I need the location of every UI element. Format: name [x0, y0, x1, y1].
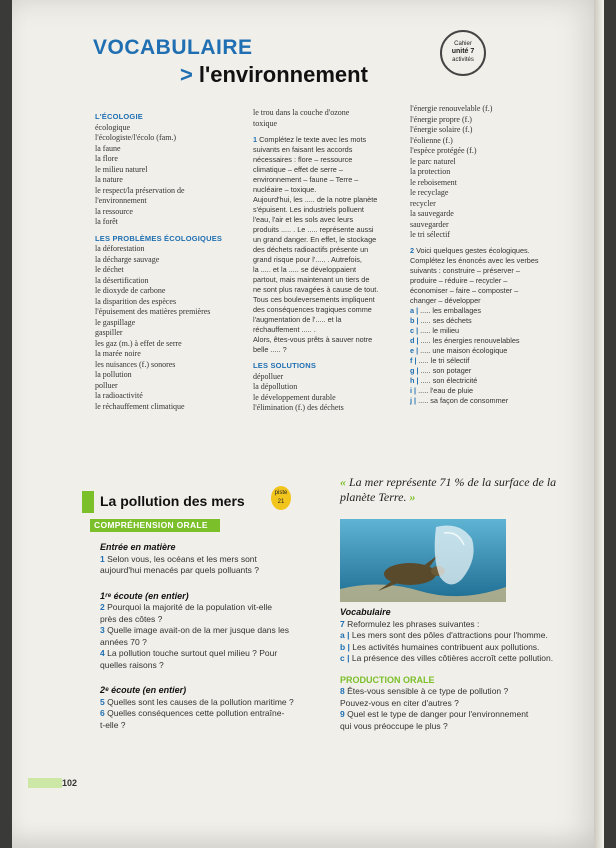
vocabulary-exercise [340, 607, 590, 732]
text-line: réchauffement ..... . [253, 325, 316, 334]
q3-text [100, 625, 289, 647]
section-solutions-list [253, 372, 401, 414]
text-line: environnement – faune – Terre – [253, 175, 359, 184]
text-line: Complétez le texte avec les mots [259, 135, 367, 144]
badge-label: piste [274, 490, 288, 496]
q7-item [340, 630, 590, 642]
text-line: la ..... et la ..... se développaient [253, 265, 357, 274]
exercise-2-item [410, 376, 560, 386]
question-4 [100, 648, 335, 671]
item-text: ..... les emballages [420, 305, 481, 315]
vocab-word: la flore [95, 154, 118, 163]
item-text: ..... les énergies renouvelables [420, 335, 520, 345]
vocab-word: écologique [95, 122, 131, 132]
q6-number: 6 [100, 708, 105, 718]
text-line: années 70 ? [100, 636, 147, 647]
vocab-word: l'écologiste/l'écolo (fam.) [95, 133, 177, 142]
cahier-stamp [440, 30, 486, 76]
vocab-word: la radioactivité [95, 391, 143, 400]
text-line: aujourd'hui menacés par quels polluants ? [100, 565, 259, 575]
entree-title: Entrée en matière [100, 542, 176, 552]
exercise-2-item [410, 306, 560, 316]
text-line: Complétez les énoncés avec les verbes [410, 255, 539, 265]
vocab-word: l'énergie propre (f.) [410, 114, 472, 124]
item-letter: i | [410, 385, 419, 395]
vocab-word: la disparition des espèces [95, 296, 177, 306]
vocab-word: le recyclage [410, 188, 449, 197]
exercise-1-number: 1 [253, 135, 258, 144]
q1-text [100, 554, 259, 576]
vocab-column-2 [253, 108, 401, 414]
vocab-word: la pollution [95, 370, 132, 379]
vocab-word: les gaz (m.) à effet de serre [95, 338, 182, 348]
question-6 [100, 708, 335, 731]
text-line: s'épuisent. Les industriels polluent [253, 205, 364, 214]
item-text: ..... l'eau de pluie [418, 385, 474, 395]
quote-text: La mer représente 71 % de la surface de la planète Terre. [340, 475, 557, 504]
q9-text [340, 709, 528, 731]
item-letter: f | [410, 355, 419, 365]
exercise-2-item [410, 396, 560, 406]
text-line: changer – développer [410, 295, 481, 305]
exercise-2-item [410, 316, 560, 326]
question-9 [340, 709, 590, 732]
q2-number: 2 [100, 602, 105, 612]
vocab-word: l'éolienne (f.) [410, 135, 453, 145]
vocab-word: la faune [95, 143, 121, 153]
text-line: nucléaire – toxique. [253, 185, 317, 194]
section-problemes-list [95, 244, 245, 412]
exercise-2 [410, 246, 560, 306]
text-line: ne sont plus ravagées à cause de tout. [253, 285, 379, 294]
text-line: Quelles conséquences cette pollution entraîne- [107, 708, 285, 718]
item-text: ..... le tri sélectif [418, 355, 470, 365]
audio-track-badge [271, 486, 291, 510]
text-line: un grand danger. En effet, le stockage [253, 235, 377, 244]
environment-title-text: l'environnement [198, 62, 368, 87]
q7-item [340, 653, 590, 665]
vocab-word: la désertification [95, 275, 149, 285]
q6-text [100, 708, 284, 730]
ecoute2-title: 2ᵉ écoute (en entier) [100, 685, 187, 695]
vocab-word: la déforestation [95, 244, 145, 253]
text-line: économiser – faire – composter – [410, 285, 519, 295]
text-line: grand risque pour l'..... . Autrefois, [253, 255, 362, 264]
item-letter: j | [410, 395, 419, 405]
lesson-marker [82, 491, 94, 513]
vocab-word: le développement durable [253, 392, 336, 402]
item-letter: b | [410, 315, 421, 325]
q3-number: 3 [100, 625, 105, 635]
exercise-1-text [253, 135, 378, 354]
vocab-word: polluer [95, 380, 118, 390]
exercise-2-item [410, 346, 560, 356]
text-line: La pollution touche surtout quel milieu ? Pour [107, 648, 278, 658]
section-problemes-title: LES PROBLÈMES ÉCOLOGIQUES [95, 233, 223, 243]
page-number: 102 [62, 778, 78, 788]
vocab-word: le trou dans la couche d'ozone [253, 108, 350, 117]
vocab-word: l'énergie solaire (f.) [410, 125, 473, 134]
item-text: La présence des villes côtières accroît cette pollution. [351, 653, 554, 663]
vocab-word: la marée noire [95, 349, 141, 358]
vocab-word: le respect/la préservation de [95, 185, 185, 195]
page-number-bar [28, 778, 62, 788]
text-line: Aujourd'hui, les ..... de la notre planète [253, 195, 378, 204]
text-line: Quelle image avait-on de la mer jusque dans les [107, 625, 290, 635]
item-letter: d | [410, 335, 421, 345]
lesson-questions [100, 542, 335, 731]
vocab-word: l'élimination (f.) des déchets [253, 403, 344, 412]
text-line: Voici quelques gestes écologiques. [416, 245, 530, 255]
section-ecologie-list [95, 123, 245, 228]
text-line: suivants en faisant les accords [253, 145, 353, 154]
vocabulary-title: VOCABULAIRE [93, 36, 253, 59]
text-line: Alors, êtes-vous prêts à sauver notre [253, 335, 373, 344]
q5-text: Quelles sont les causes de la pollution maritime ? [107, 696, 294, 707]
exercise-2-item [410, 366, 560, 376]
vocab-word: la décharge sauvage [95, 254, 160, 264]
sea-turtle-image [340, 519, 506, 602]
vocab-word: le dioxyde de carbone [95, 286, 166, 295]
text-line: climatique – effet de serre – [253, 165, 343, 174]
vocab-word: le milieu naturel [95, 164, 148, 174]
item-text: ..... ses déchets [420, 315, 472, 325]
text-line: Êtes-vous sensible à ce type de pollution ? [347, 686, 509, 696]
vocab-word: la nature [95, 175, 123, 184]
vocab-word: toxique [253, 118, 277, 128]
vocab-word: recycler [410, 198, 436, 208]
exercise-1 [253, 135, 401, 355]
quote-close-icon: » [409, 490, 416, 504]
question-7 [340, 619, 590, 631]
vocabulary-subtitle: Vocabulaire [340, 607, 391, 617]
item-text: ..... son potager [420, 365, 472, 375]
item-letter: h | [410, 375, 421, 385]
vocab-word: l'environnement [95, 196, 147, 205]
ecoute1-title: 1ʳᵉ écoute (en entier) [100, 590, 189, 601]
text-line: Quel est le type de danger pour l'environnement [347, 709, 529, 719]
lesson-title: La pollution des mers [100, 493, 245, 509]
text-line: suivants : construire – préserver – [410, 265, 520, 275]
q7-text: Reformulez les phrases suivantes : [347, 618, 480, 629]
exercise-2-text [410, 246, 539, 305]
item-letter: e | [410, 345, 421, 355]
stamp-top: Cahier [454, 41, 472, 47]
vocab-word: la ressource [95, 206, 133, 216]
vocab-word: gaspiller [95, 328, 123, 337]
stamp-bottom: activités [452, 57, 474, 63]
text-line: Tous ces bouleversements impliquent [253, 295, 375, 304]
text-line: nécessaires : flore – ressource [253, 155, 353, 164]
text-line: des conséquences tragiques comme [253, 305, 372, 314]
text-line: Selon vous, les océans et les mers sont [107, 553, 257, 564]
text-line: qui vous préoccupe le plus ? [340, 720, 448, 731]
item-letter: c | [340, 653, 352, 663]
question-8 [340, 686, 590, 709]
page-edge [594, 0, 604, 848]
q4-number: 4 [100, 648, 105, 658]
item-letter: a | [340, 630, 352, 640]
q9-number: 9 [340, 709, 345, 719]
exercise-2-item [410, 326, 560, 336]
stamp-mid: unité 7 [451, 48, 475, 55]
text-line: quelles raisons ? [100, 659, 164, 670]
text-line: des déchets radioactifs présente un [253, 245, 369, 254]
q1-number: 1 [100, 553, 105, 564]
text-line: près des côtes ? [100, 613, 163, 624]
sea-turtle-photo [340, 519, 506, 602]
q2-text [100, 602, 272, 624]
vocab-word: la sauvegarde [410, 209, 454, 218]
q8-text [340, 686, 508, 708]
question-5 [100, 697, 335, 709]
vocab-word: les nuisances (f.) sonores [95, 359, 176, 369]
item-letter: g | [410, 365, 421, 375]
exercise-2-item [410, 386, 560, 396]
vocab-word: l'énergie renouvelable (f.) [410, 104, 493, 113]
vocab-word: la forêt [95, 217, 118, 226]
vocab-word: le parc naturel [410, 156, 456, 166]
text-line: t-elle ? [100, 719, 126, 730]
exercise-2-items [410, 306, 560, 406]
badge-number: 21 [277, 499, 285, 505]
vocab-column-1 [95, 112, 245, 412]
vocab-word: le réchauffement climatique [95, 401, 185, 411]
exercise-2-item [410, 356, 560, 366]
arrow-icon: > [180, 62, 193, 87]
section-solutions-title: LES SOLUTIONS [253, 361, 317, 370]
item-text: Les activités humaines contribuent aux pollutions. [352, 641, 540, 652]
production-title: PRODUCTION ORALE [340, 674, 435, 685]
text-line: partout, mais maintenant un tiers de [253, 275, 370, 284]
vocab-word: sauvegarder [410, 219, 449, 229]
vocab-column-3 [410, 104, 560, 406]
item-text: ..... une maison écologique [420, 345, 508, 355]
text-line: Pouvez-vous en citer d'autres ? [340, 697, 459, 708]
vocab-word: le tri sélectif [410, 230, 450, 239]
exercise-2-number: 2 [410, 245, 415, 255]
text-line: produits ..... . Le ..... représente aussi [253, 225, 374, 234]
item-text: ..... le milieu [420, 325, 460, 335]
q5-number: 5 [100, 696, 105, 707]
item-text: ..... sa façon de consommer [418, 395, 509, 405]
column2-top-list [253, 108, 401, 129]
vocab-word: le reboisement [410, 177, 457, 187]
question-2 [100, 602, 335, 625]
item-letter: a | [410, 305, 421, 315]
vocab-word: l'espèce protégée (f.) [410, 146, 477, 155]
q8-number: 8 [340, 686, 345, 696]
item-text: ..... son électricité [420, 375, 478, 385]
quote-open-icon: « [340, 475, 346, 489]
text-line: belle ..... ? [253, 345, 287, 354]
vocab-word: le gaspillage [95, 317, 136, 327]
q7-item [340, 642, 590, 654]
vocab-word: la protection [410, 167, 451, 176]
section-ecologie-title: L'ÉCOLOGIE [95, 112, 143, 121]
vocab-word: la dépollution [253, 382, 298, 391]
text-line: l'eau, l'air et les sols avec leurs [253, 215, 354, 224]
q4-text [100, 648, 277, 670]
vocab-word: dépolluer [253, 371, 284, 381]
q7-items [340, 630, 590, 665]
question-3 [100, 625, 335, 648]
column3-list [410, 104, 560, 241]
vocab-word: le déchet [95, 265, 124, 274]
comprehension-band: COMPRÉHENSION ORALE [90, 519, 220, 532]
q7-number: 7 [340, 618, 345, 629]
text-line: produire – réduire – recycler – [410, 275, 508, 285]
item-text: Les mers sont des pôles d'attractions pour l'homme. [351, 630, 548, 640]
vocab-word: l'épuisement des matières premières [95, 307, 211, 316]
environment-title [180, 62, 368, 88]
text-line: l'augmentation de l'..... et la [253, 315, 342, 324]
item-letter: c | [410, 325, 421, 335]
exercise-2-item [410, 336, 560, 346]
quote [340, 475, 590, 505]
question-1 [100, 554, 335, 577]
text-line: Pourquoi la majorité de la population vit-elle [107, 602, 273, 612]
item-letter: b | [340, 641, 353, 652]
